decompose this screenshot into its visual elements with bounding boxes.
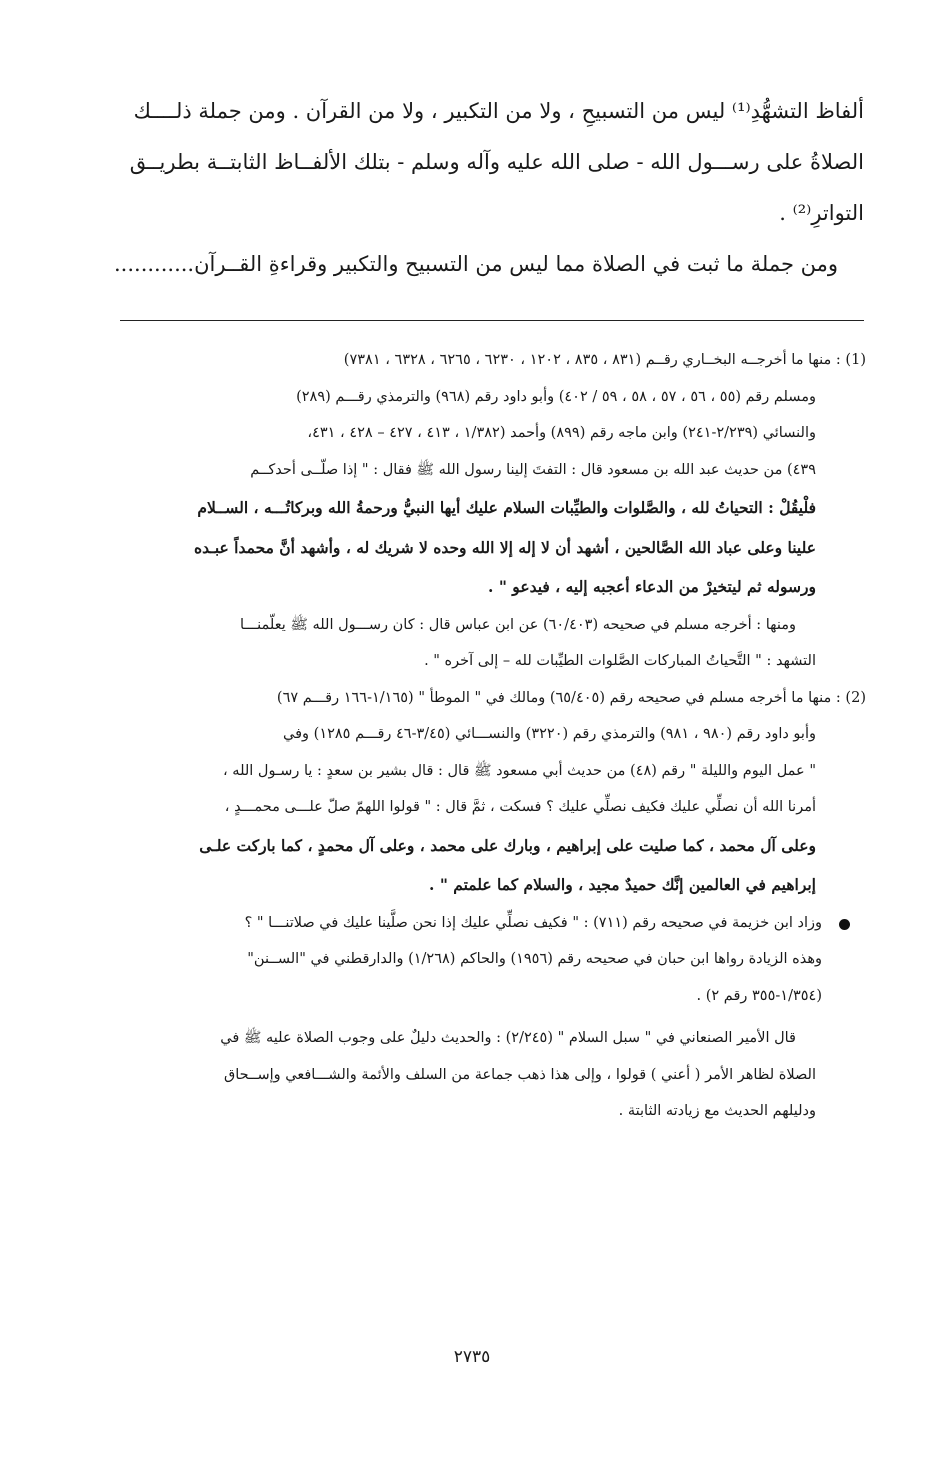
footnote-line: " عمل اليوم والليلة " رقم (٤٨) من حديث أبي مسعود ﷺ قال : قال بشير بن سعدٍ : يا رسـول الله ، [223,762,816,779]
footnote-line: والنسائي (٢/٢٣٩-٢٤١) وابن ماجه رقم (٨٩٩) وأحمد (١/٣٨٢ ، ٤١٣ ، ٤٢٧ – ٤٢٨ ، ٤٣١، [307,425,816,441]
bullet-icon [839,919,850,930]
hadith-text-line: ورسوله ثم ليتخيرْ من الدعاء أعجبه إليه ، فيدعو " . [488,577,816,596]
hadith-text-line: علينا وعلى عباد الله الصَّالحين ، أشهد أن لا إله إلا الله وحده لا شريك له ، وأشهد أنَّ محمداً عبـده [194,537,816,557]
footnote-2 [112,680,866,1130]
footnote-line: ومنها : أخرجه مسلم في صحيحه (٦٠/٤٠٣) عن ابن عباس قال : كان رســـول الله ﷺ يعلّمنـــا [240,616,796,633]
footnote-line: أمرنا الله أن نصلِّي عليك فكيف نصلِّي عليك ؟ فسكت ، ثمَّ قال : " قولوا اللهمّ صلّ علـــى محمـــدٍ ، [224,799,816,815]
main-line: ومن جملة ما ثبت في الصلاة مما ليس من التسبيح والتكبير وقراءةِ القــرآن............ [114,252,838,276]
footnote-line: (1) : منها ما أخرجــه البخــاري رقــم (٨٣١ ، ٨٣٥ ، ١٢٠٢ ، ٦٢٣٠ ، ٦٢٦٥ ، ٦٣٢٨ ، ٧٣٨١) [343,352,866,368]
hadith-text-line: إبراهيم في العالمين إنَّك حميدٌ مجيد ، والسلام كما علمتم " . [429,875,816,894]
footnote-line: وزاد ابن خزيمة في صحيحه رقم (٧١١) : " فكيف نصلِّي عليك إذا نحن صلَّينا عليك في صلاتنـــا " ؟ [244,914,822,931]
footnote-line: وهذه الزيادة رواها ابن حبان في صحيحه رقم (١٩٥٦) والحاكم (١/٢٦٨) والدارقطني في "الســنن" [247,951,822,967]
main-line: الصلاةُ على رســـول الله - صلى الله عليه وآله وسلم - بتلك الألفــاظ الثابتــة بطريــق [129,150,864,174]
hadith-text-line: فلْيقُلْ : التحياتُ لله ، والصَّلوات والطيِّبات السلام عليك أيها النبيُّ ورحمةُ الله وبركاتُـــه ، الســلام [197,498,816,517]
footnote-line: التشهد : " التَّحياتُ المباركات الصَّلوات الطيِّبات لله – إلى آخره " . [424,653,816,669]
main-line: التواترِ⁽²⁾ . [779,201,864,225]
hadith-text-line: وعلى آل محمد ، كما صليت على إبراهيم ، وبارك على محمد ، وعلى آل محمدٍ ، كما باركت علـى [199,835,816,855]
footnote-line: وأبو داود رقم (٩٨٠ ، ٩٨١) والترمذي رقم (٣٢٢٠) والنســـائي (٣/٤٥-٤٦ رقـــم ١٢٨٥) وفي [283,726,816,742]
bullet-item [112,905,866,1015]
main-line: ألفاظ التشهُّدِ⁽¹⁾ ليس من التسبيحِ ، ولا من التكبير ، ولا من القرآن . ومن جملة ذلــــك [133,99,864,123]
footnote-line: (2) : منها ما أخرجه مسلم في صحيحه رقم (٦٥/٤٠٥) ومالك في " الموطأ " (١/١٦٥-١٦٦ رقـــم ٦٧) [276,689,866,706]
footnotes [112,342,866,1130]
footnote-line: الصلاة لظاهر الأمر ( أعني ) قولوا ، وإلى هذا ذهب جماعة من السلف والأئمة والشـــافعي وإســحاق [223,1066,816,1083]
footnote-line: قال الأمير الصنعاني في " سبل السلام " (٢/٢٤٥) : والحديث دليلٌ على وجوب الصلاة عليه ﷺ في [220,1030,796,1046]
footnote-1 [112,342,866,680]
main-text [112,86,864,290]
footnote-separator [120,320,864,321]
footnote-line: ومسلم رقم (٥٥ ، ٥٦ ، ٥٧ ، ٥٨ ، ٥٩ / ٤٠٢) وأبو داود رقم (٩٦٨) والترمذي رقـــم (٢٨٩) [296,388,816,405]
footnote-line: ٤٣٩) من حديث عبد الله بن مسعود قال : التفتَ إلينا رسول الله ﷺ فقال : " إذا صلّــى أحدكــم [250,461,816,478]
footnote-line: (١/٣٥٤-٣٥٥ رقم ٢) . [696,987,822,1004]
page-number: ٢٧٣٥ [453,1347,491,1367]
footnote-line: ودليلهم الحديث مع زيادته الثابتة . [618,1103,816,1119]
